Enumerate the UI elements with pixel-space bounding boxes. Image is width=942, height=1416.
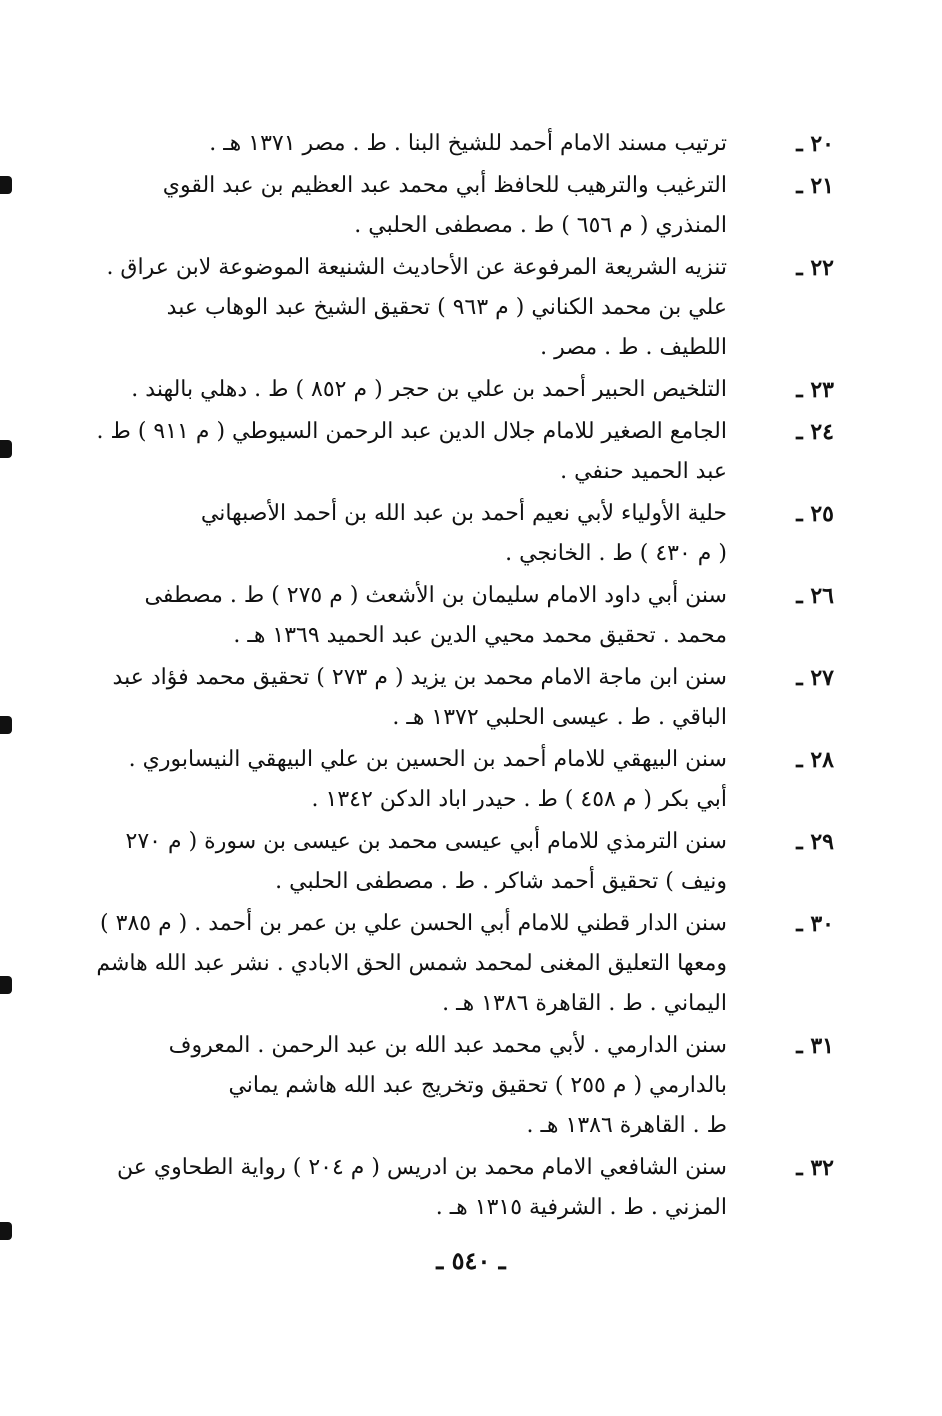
entry-number: ٢٦ ـ xyxy=(796,583,834,609)
entry-line: ترتيب مسند الامام أحمد للشيخ البنا . ط . مصر ١٣٧١ هـ . xyxy=(209,131,727,156)
entry-text xyxy=(150,166,727,246)
bibliography-entry xyxy=(0,494,942,574)
entry-line: الباقي . ط . عيسى الحلبي ١٣٧٢ هـ . xyxy=(392,705,727,730)
entry-number: ٢٢ ـ xyxy=(796,255,834,281)
entry-line: ط . القاهرة ١٣٨٦ هـ . xyxy=(526,1113,727,1138)
entry-line: سنن البيهقي للامام أحمد بن الحسين بن علي البيهقي النيسابوري . xyxy=(128,747,727,772)
entry-text xyxy=(150,494,727,574)
bibliography-entry xyxy=(0,248,942,368)
entry-line: سنن الترمذي للامام أبي عيسى محمد بن عيسى بن سورة ( م ٢٧٠ xyxy=(125,829,727,854)
entry-number: ٢٩ ـ xyxy=(796,829,834,855)
entry-line: علي بن محمد الكناني ( م ٩٦٣ ) تحقيق الشيخ عبد الوهاب عبد xyxy=(166,295,727,320)
entry-line: محمد . تحقيق محمد محيي الدين عبد الحميد ١٣٦٩ هـ . xyxy=(233,623,727,648)
entry-number: ٢٠ ـ xyxy=(796,131,834,157)
entry-number: ٢٧ ـ xyxy=(796,665,834,691)
entry-text xyxy=(125,822,727,902)
entry-line: سنن أبي داود الامام سليمان بن الأشعث ( م ٢٧٥ ) ط . مصطفى xyxy=(144,583,727,608)
bibliography-entry xyxy=(0,658,942,738)
entry-number: ٢٥ ـ xyxy=(796,501,834,527)
entry-line: ونيف ) تحقيق أحمد شاكر . ط . مصطفى الحلبي . xyxy=(275,869,727,894)
entry-text xyxy=(96,904,727,1024)
entry-line: الترغيب والترهيب للحافظ أبي محمد عبد العظيم بن عبد القوي xyxy=(162,173,727,198)
entry-line: عبد الحميد حنفي . xyxy=(560,459,727,484)
bibliography-entry xyxy=(0,576,942,656)
entry-number: ٣٢ ـ xyxy=(796,1155,834,1181)
entry-text xyxy=(106,248,727,368)
entry-line: التلخيص الحبير أحمد بن علي بن حجر ( م ٨٥٢ ) ط . دهلي بالهند . xyxy=(131,377,727,402)
bibliography-entry xyxy=(0,166,942,246)
entry-number: ٣٠ ـ xyxy=(796,911,834,937)
entry-line: بالدارمي ( م ٢٥٥ ) تحقيق وتخريج عبد الله هاشم يماني xyxy=(228,1073,727,1098)
entry-line: سنن الشافعي الامام محمد بن ادريس ( م ٢٠٤ ) رواية الطحاوي عن xyxy=(117,1155,727,1180)
entry-line: حلية الأولياء لأبي نعيم أحمد بن عبد الله بن أحمد الأصبهاني xyxy=(200,501,727,526)
entry-line: اللطيف . ط . مصر . xyxy=(540,335,727,360)
entry-text xyxy=(144,576,727,656)
entry-line: المنذري ( م ٦٥٦ ) ط . مصطفى الحلبي . xyxy=(354,213,727,238)
entry-text xyxy=(96,412,727,492)
entry-line: سنن الدار قطني للامام أبي الحسن علي بن عمر بن أحمد . ( م ٣٨٥ ) xyxy=(100,911,727,936)
entry-line: أبي بكر ( م ٤٥٨ ) ط . حيدر اباد الدكن ١٣٤٢ . xyxy=(311,787,727,812)
entry-text xyxy=(150,124,727,164)
entry-text xyxy=(128,740,727,820)
bibliography-entry xyxy=(0,1148,942,1228)
entry-line: الجامع الصغير للامام جلال الدين عبد الرحمن السيوطي ( م ٩١١ ) ط . xyxy=(96,419,727,444)
bibliography-entry xyxy=(0,904,942,1024)
entry-line: ( م ٤٣٠ ) ط . الخانجي . xyxy=(505,541,727,566)
entry-text xyxy=(131,370,727,410)
entry-line: المزني . ط . الشرفية ١٣١٥ هـ . xyxy=(435,1195,727,1220)
bibliography-entry xyxy=(0,1026,942,1146)
page-number: ـ ٥٤٠ ـ xyxy=(436,1246,506,1275)
bibliography-entry xyxy=(0,124,942,164)
entry-number: ٢٨ ـ xyxy=(796,747,834,773)
bibliography-entry xyxy=(0,370,942,410)
entry-number: ٢٤ ـ xyxy=(796,419,834,445)
entry-text xyxy=(117,1148,727,1228)
entry-text xyxy=(112,658,727,738)
bibliography-entry xyxy=(0,412,942,492)
bibliography-entry xyxy=(0,822,942,902)
entry-line: تنزيه الشريعة المرفوعة عن الأحاديث الشنيعة الموضوعة لابن عراق . xyxy=(106,255,727,280)
entry-line: اليماني . ط . القاهرة ١٣٨٦ هـ . xyxy=(442,991,727,1016)
entry-line: سنن الدارمي . لأبي محمد عبد الله بن عبد الرحمن . المعروف xyxy=(168,1033,727,1058)
bibliography-list xyxy=(0,124,942,1230)
bibliography-entry xyxy=(0,740,942,820)
entry-number: ٢٣ ـ xyxy=(796,377,834,403)
entry-line: ومعها التعليق المغنى لمحمد شمس الحق الابادي . نشر عبد الله هاشم xyxy=(96,951,727,976)
entry-line: سنن ابن ماجة الامام محمد بن يزيد ( م ٢٧٣ ) تحقيق محمد فؤاد عبد xyxy=(112,665,727,690)
entry-number: ٢١ ـ xyxy=(796,173,834,199)
entry-number: ٣١ ـ xyxy=(796,1033,834,1059)
entry-text xyxy=(150,1026,727,1146)
